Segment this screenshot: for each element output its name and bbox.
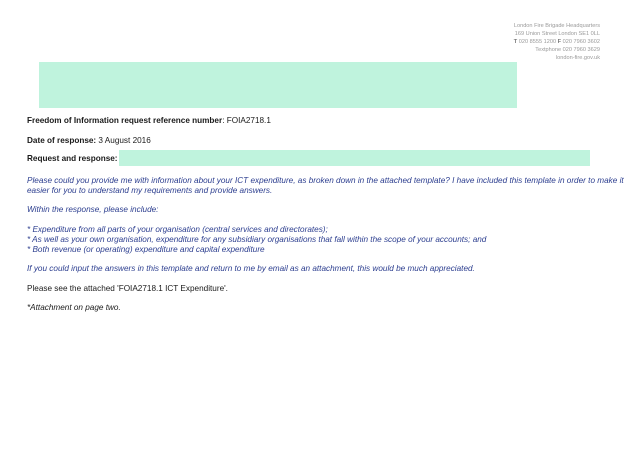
request-paragraph-1-line-2: easier for you to understand my requirements and provide answers. xyxy=(27,186,273,195)
reference-line xyxy=(27,115,271,126)
redacted-strip xyxy=(119,150,590,166)
bullet-item: * Both revenue (or operating) expenditure and capital expenditure xyxy=(27,245,265,254)
request-label: Request and response: xyxy=(27,154,118,163)
address-line: 169 Union Street London SE1 0LL xyxy=(514,31,600,37)
phone-t-label: T xyxy=(513,39,518,45)
phone-t: 020 8555 1200 xyxy=(518,39,557,45)
redacted-banner xyxy=(39,62,517,108)
bullet-item: * As well as your own organisation, expenditure for any subsidiary organisations that fall within the scope of your accounts; and xyxy=(27,235,487,244)
textphone: Textphone 020 7960 3629 xyxy=(535,47,600,53)
phone-f-label: F xyxy=(557,39,562,45)
reference-value: : FOIA2718.1 xyxy=(222,116,271,125)
address-block xyxy=(514,22,600,62)
response-text: Please see the attached 'FOIA2718.1 ICT Expenditure'. xyxy=(27,284,228,293)
phone-line xyxy=(514,38,600,46)
date-value: 3 August 2016 xyxy=(96,136,151,145)
date-label: Date of response: xyxy=(27,136,97,145)
phone-f: 020 7960 3602 xyxy=(562,39,600,45)
website: london-fire.gov.uk xyxy=(555,55,600,61)
request-paragraph-3: If you could input the answers in this template and return to me by email as an attachment, this would be much appreciated. xyxy=(27,264,475,273)
attachment-note: *Attachment on page two. xyxy=(27,303,121,312)
request-paragraph-2: Within the response, please include: xyxy=(27,205,159,214)
bullet-item: * Expenditure from all parts of your organisation (central services and directorates); xyxy=(27,225,328,234)
reference-label: Freedom of Information request reference number xyxy=(27,116,223,125)
date-line xyxy=(27,135,151,146)
address-line: London Fire Brigade Headquarters xyxy=(513,23,600,29)
request-paragraph-1-line-1: Please could you provide me with information about your ICT expenditure, as broken down in the attached template? I have included this template in order to make it xyxy=(27,176,624,185)
